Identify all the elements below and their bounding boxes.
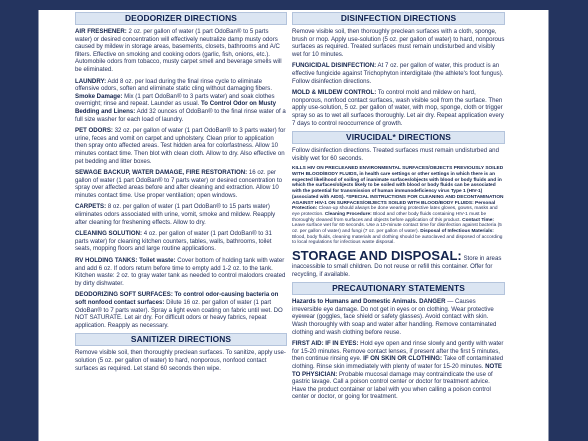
right-column bbox=[292, 10, 505, 441]
contact-time-text: Leave surface wet for 60 seconds. Use a 10-minute contact time for disinfection against bacteria (5 oz. per gallon of water) and fungi (7 oz. per gallon of water). bbox=[292, 223, 502, 235]
smoke-damage-label: Smoke Damage: bbox=[75, 92, 123, 100]
sanitizer-paragraph: Remove visible soil, then thoroughly preclean surfaces. To sanitize, apply use-solution (5 oz. per gallon of water) to hard, nonporous, nonfood contact surfaces as required. Let stand 60 seconds then wipe. bbox=[75, 349, 286, 372]
mold-mildew-text: To control mold and mildew on hard, nonporous, nonfood contact surfaces, wash visible soil from the surface. Then apply use-solution, 5 oz. per gallon of water, with mop, sponge, cloth or trigger spray so as to wet all surfaces thoroughly. Let air dry. Repeat application every 7 days to control reoccurrence of growth. bbox=[292, 89, 504, 127]
rv-tanks-text: Cover bottom of holding tank with water and add 6 oz. If odors return before time to empty add 1-2 oz. to the tank. Kitchen waste: 2 oz. to gray water tank as needed to control malodors created by dirty dishwater. bbox=[75, 257, 286, 287]
physician-note-label: NOTE TO PHYSICIAN: bbox=[292, 362, 502, 378]
cleaning-procedure-text: Blood and other body fluids containing HIV-1 must be thoroughly cleaned from surfaces and objects before application of this product. bbox=[292, 211, 487, 223]
soft-surfaces-paragraph bbox=[75, 291, 287, 329]
first-aid-paragraph bbox=[292, 340, 505, 401]
top-border-band bbox=[38, 0, 550, 10]
infectious-disposal-label: Disposal of Infectious Materials: bbox=[420, 229, 494, 235]
fungicidal-paragraph bbox=[292, 62, 505, 85]
hiv-claim-text: KILLS HIV ON PRECLEANED ENVIRONMENTAL SURFACES/OBJECTS PREVIOUSLY SOILED WITH BLOOD/BODY FLUIDS, in health care settings or other settings in which there is an expected likelihood of soiling of inanimate surfaces/objects with blood or body fluids and in which the surfaces/objects likely to be soiled with blood or body fluids can be associated with the potential for transmission of human immunodeficiency virus Type 1 (HIV-1) (associated with AIDS). *SPECIAL INSTRUCTIONS FOR CLEANING AND DECONTAMINATION AGAINST HIV-1 ON SURFACES/OBJECTS SOILED WITH BLOOD/BODY FLUIDS: bbox=[292, 166, 504, 206]
virucidal-paragraph: Follow disinfection directions. Treated surfaces must remain undisturbed and visibly wet for 60 seconds. bbox=[292, 147, 499, 162]
laundry-label: LAUNDRY: bbox=[75, 77, 107, 85]
musty-bedding-text: Add 32 ounces of OdoBan® to the final rinse water of a full size washer for each load of laundry. bbox=[75, 107, 286, 123]
sewage-paragraph bbox=[75, 169, 287, 199]
cleaning-solution-label: CLEANING SOLUTION: bbox=[75, 230, 143, 238]
personal-protection-label: Personal Protection: bbox=[292, 200, 496, 212]
left-column bbox=[75, 10, 287, 441]
fungicidal-text: At 7 oz. per gallon of water, this product is an effective fungicide against Trichophyton interdigitale (the athlete's foot fungus). Follow disinfection directions. bbox=[292, 62, 504, 85]
carpets-paragraph bbox=[75, 203, 287, 226]
contact-time-label: Contact Time: bbox=[462, 217, 495, 223]
cleaning-solution-paragraph bbox=[75, 230, 287, 253]
musty-bedding-label: To Control Odor on Musty Bedding and Linens: bbox=[75, 100, 277, 115]
physician-note-text: Probable mucosal damage may contraindicate the use of gastric lavage. Call a poison control center or doctor for treatment advice. Have the product container or label with you when calling a poison control center or doctor, or going for treatment. bbox=[292, 370, 493, 401]
first-aid-text: Hold eye open and rinse slowly and gently with water for 15-20 minutes. Remove contact lenses, if present after the first 5 minutes, then continue rinsing eye. bbox=[292, 340, 504, 363]
pet-odors-label: PET ODORS: bbox=[75, 127, 113, 135]
disinfection-heading: DISINFECTION DIRECTIONS bbox=[292, 12, 505, 25]
carpets-text: 8 oz. per gallon of water (1 part OdoBan® to 15 parts water) eliminates odors associated with urine, vomit, smoke and mildew. Reapply after cleaning for freshening effects. Allow to dry. bbox=[75, 203, 276, 226]
hiv-paragraph bbox=[292, 166, 505, 246]
sewage-label: SEWAGE BACKUP, WATER DAMAGE, FIRE RESTORATION: bbox=[75, 169, 248, 177]
cleaning-solution-text: 4 oz. per gallon of water (1 part OdoBan® to 31 parts water) for cleaning kitchen counters, tables, walls, bathrooms, toilet seats, mopping floors and large routine applications. bbox=[75, 230, 272, 253]
personal-protection-text: Clean-up should always be done wearing protective latex gloves, gowns, masks and eye protection. bbox=[292, 206, 498, 217]
mold-mildew-paragraph bbox=[292, 89, 505, 127]
smoke-damage-text: Mix (1 part OdoBan® to 3 parts water) and soak clothes overnight; rinse and repeat. Launder as usual. bbox=[75, 92, 275, 108]
storage-title: STORAGE AND DISPOSAL: bbox=[292, 248, 462, 264]
air-freshener-label: AIR FRESHENER: bbox=[75, 28, 127, 35]
hazards-label: Hazards to Humans and Domestic Animals. DANGER bbox=[292, 298, 446, 306]
fungicidal-label: FUNGICIDAL DISINFECTION: bbox=[292, 62, 377, 70]
rv-tanks-label: RV HOLDING TANKS: Toilet waste: bbox=[75, 257, 176, 265]
skin-clothing-label: IF ON SKIN OR CLOTHING: bbox=[363, 355, 443, 363]
hazards-text: — Causes irreversible eye damage. Do not get in eyes or on clothing. Wear protective eyewear (goggles, face shield or safety glasses). Avoid contact with skin. Wash thoroughly with soap and water after handling. Remove contaminated clothing and wash clothing before reuse. bbox=[292, 298, 497, 336]
sanitizer-heading: SANITIZER DIRECTIONS bbox=[75, 333, 287, 346]
carpets-label: CARPETS: bbox=[75, 203, 107, 211]
right-border-band bbox=[528, 0, 588, 441]
first-aid-label: FIRST AID: IF IN EYES: bbox=[292, 340, 359, 348]
skin-clothing-text: Take off contaminated clothing. Rinse skin immediately with plenty of water for 15-20 minutes. bbox=[292, 355, 504, 370]
mold-mildew-label: MOLD & MILDEW CONTROL: bbox=[292, 89, 377, 97]
air-freshener-paragraph bbox=[75, 28, 287, 74]
left-border-band bbox=[0, 0, 60, 441]
storage-text: Store in areas inaccessible to small children. Do not reuse or refill this container. Offer for recycling, if available. bbox=[292, 255, 502, 279]
laundry-paragraph bbox=[75, 78, 287, 124]
hazards-paragraph bbox=[292, 298, 505, 336]
cleaning-procedure-label: Cleaning Procedure: bbox=[324, 211, 372, 217]
pet-odors-text: 32 oz. per gallon of water (1 part OdoBan® to 3 parts water) for urine, feces and vomit on carpet and upholstery. Clean prior to application then spray onto affected areas. Test hidden area for colorfastness. Allow 10 minutes contact time. Then blot with clean cloth. Allow to dry. Also effective on pet bedding and litter boxes. bbox=[75, 127, 286, 165]
laundry-text: Add 8 oz. per load during the final rinse cycle to eliminate offensive odors, soften and eliminate static cling without damaging fibers. bbox=[75, 77, 273, 93]
disinfection-paragraph: Remove visible soil, then thoroughly preclean surfaces with a cloth, sponge, brush or mop. Apply use-solution (5 oz. per gallon of water) to hard, nonporous surfaces as required. Treated surfaces must remain undisturbed and visibly wet for 10 minutes. bbox=[292, 28, 505, 58]
virucidal-heading: VIRUCIDAL* DIRECTIONS bbox=[292, 131, 505, 144]
infectious-disposal-text: Blood, body fluids, cleaning materials and clothing should be autoclaved and disposed of according to local regulations for infectious waste disposal. bbox=[292, 234, 503, 246]
air-freshener-text: 2 oz. per gallon of water (1 part OdoBan® to 5 parts water) or desired concentration will effectively neutralize damp musty odors caused by mildew in storage areas, basements, closets, bathrooms and A/C filters. Effective on smoking and cooking odors (garlic, fish, onions, etc.). Automobile odors from tobacco, musty carpet smell and beverage smells will be eliminated. bbox=[75, 28, 282, 73]
deodorizer-heading: DEODORIZER DIRECTIONS bbox=[75, 12, 287, 25]
sewage-text: 16 oz. per gallon of water (1 part OdoBan® to 7 parts water) or desired concentration to spray over affected areas before and after cleaning and extraction. Allow 10 minutes contact time. Use proper ventilation; open windows. bbox=[75, 169, 283, 199]
soft-surfaces-label: DEODORIZING SOFT SURFACES: To control odor-causing bacteria on soft nonfood contact surfaces: bbox=[75, 291, 279, 306]
precautionary-heading: PRECAUTIONARY STATEMENTS bbox=[292, 282, 505, 295]
pet-odors-paragraph bbox=[75, 127, 287, 165]
rv-tanks-paragraph bbox=[75, 257, 287, 287]
storage-paragraph bbox=[292, 249, 505, 279]
soft-surfaces-text: Dilute 16 oz. per gallon of water (1 part OdoBan® to 7 parts water). Spray a light even coating on fabric until wet. DO NOT SATURATE. Let air dry. For difficult odors or heavy fabrics, repeat application. Reapply as necessary. bbox=[75, 299, 283, 329]
